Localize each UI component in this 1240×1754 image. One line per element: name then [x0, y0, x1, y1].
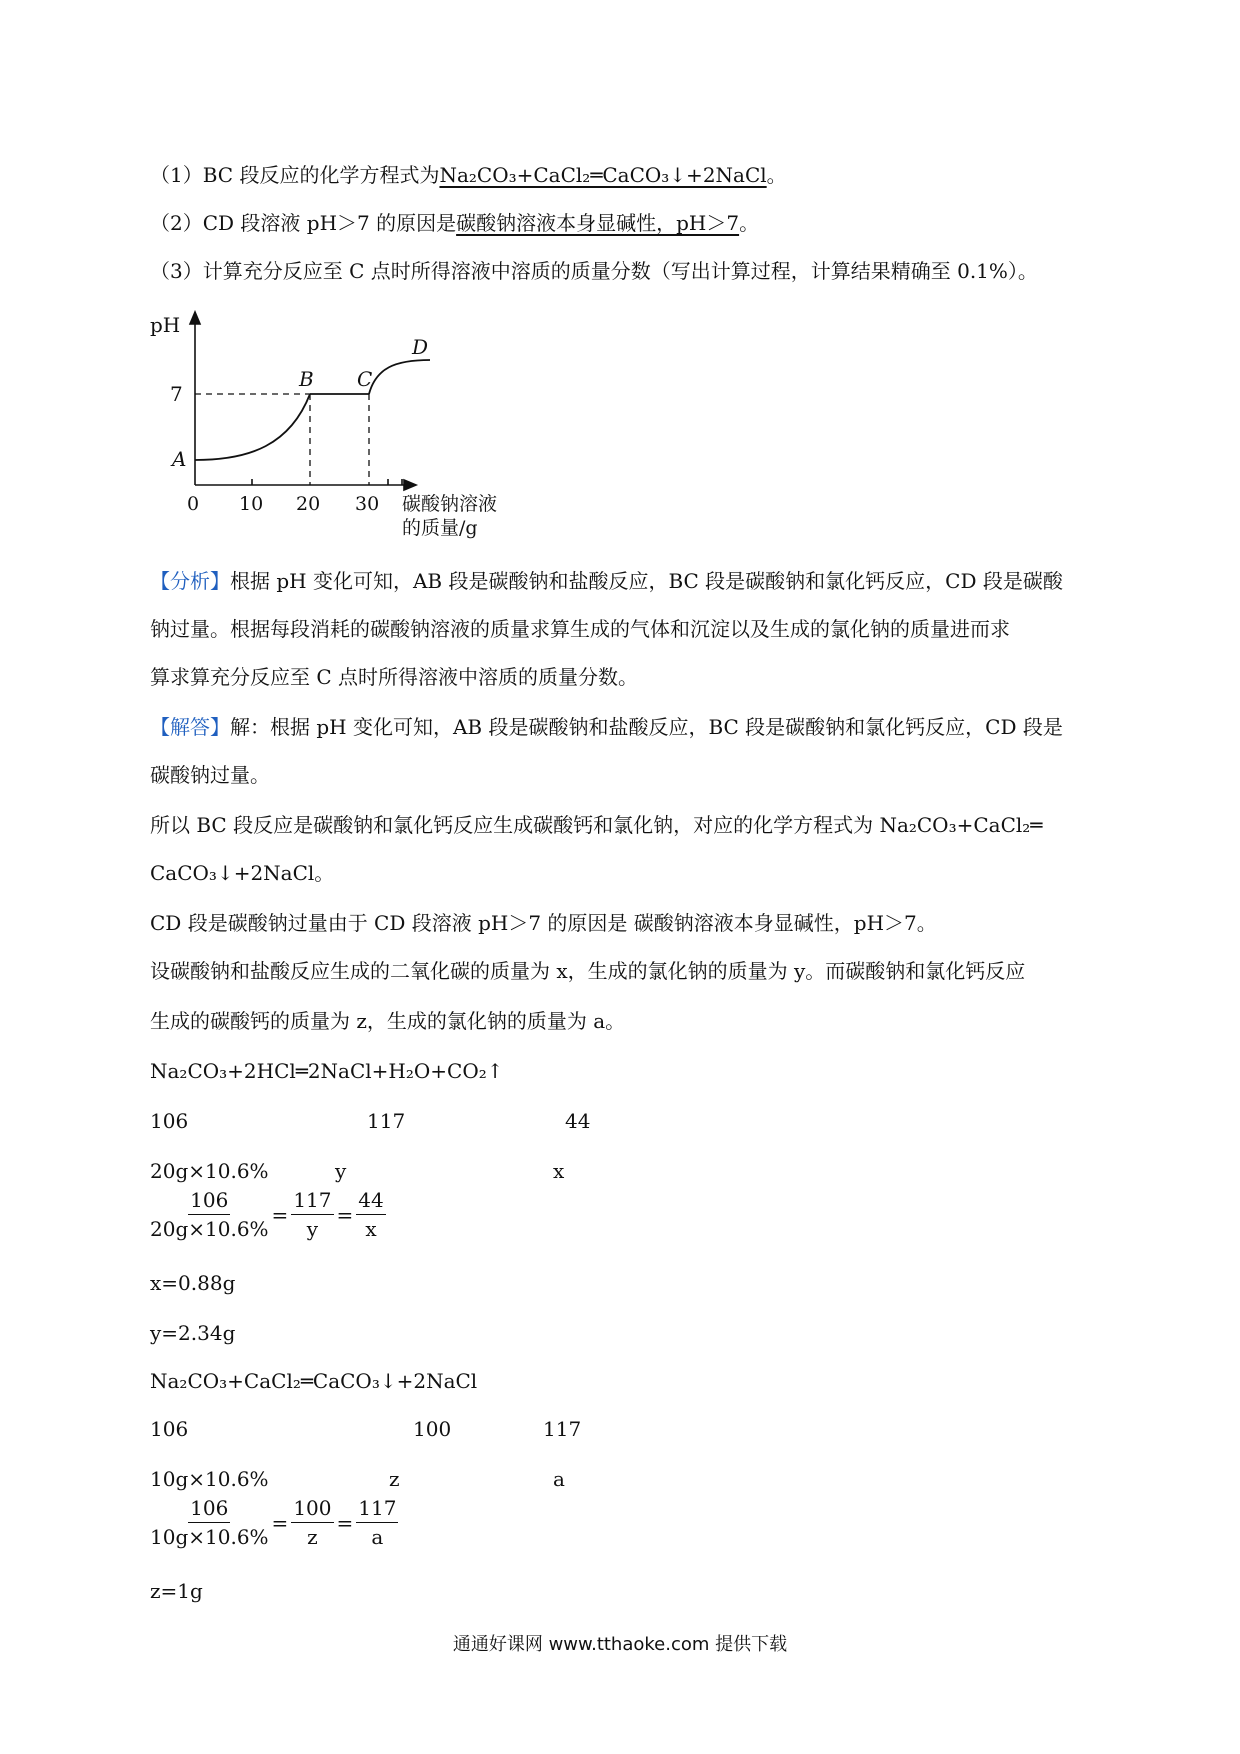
calc1-fraction-1-denominator: 20g×10.6% — [150, 1217, 269, 1241]
calc1-fraction-3-numerator: 44 — [356, 1188, 385, 1215]
calc2-result-z: z=1g — [150, 1579, 203, 1603]
point-b-label: B — [299, 367, 314, 391]
solution-line-6: 设碳酸钠和盐酸反应生成的二氧化碳的质量为 x，生成的氯化钠的质量为 y。而碳酸钠和氯化钙反应 — [150, 959, 1026, 983]
analysis-line-3: 算求算充分反应至 C 点时所得溶液中溶质的质量分数。 — [150, 665, 639, 689]
analysis-text-1: 根据 pH 变化可知，AB 段是碳酸钠和盐酸反应，BC 段是碳酸钠和氯化钙反应，CD 段是碳酸 — [230, 569, 1063, 593]
point-c-label: C — [357, 367, 373, 391]
analysis-line-1 — [150, 568, 1063, 594]
calc1-mass-nacl: 117 — [367, 1109, 406, 1133]
question-2-answer: 碳酸钠溶液本身显碱性，pH＞7 — [456, 211, 740, 235]
calc1-value-x: x — [553, 1159, 565, 1183]
calc2-mass-caco3: 100 — [413, 1417, 452, 1441]
calc1-fraction-3 — [356, 1188, 385, 1241]
calc1-fraction-1-numerator: 106 — [188, 1188, 230, 1215]
x-axis-arrow — [404, 480, 416, 490]
calc2-fraction-2-denominator: z — [307, 1525, 318, 1549]
calc1-equals-1: = — [271, 1202, 289, 1227]
calc1-mass-co2: 44 — [565, 1109, 591, 1133]
calc2-fraction-3-denominator: a — [371, 1525, 384, 1549]
calc1-proportion — [150, 1188, 386, 1241]
calc1-fraction-1 — [150, 1188, 269, 1241]
solution-line-3: 所以 BC 段反应是碳酸钠和氯化钙反应生成碳酸钙和氯化钠，对应的化学方程式为 Na₂CO₃+CaCl₂═ — [150, 813, 1043, 837]
cd-curve — [369, 360, 430, 394]
calc1-fraction-2-numerator: 117 — [291, 1188, 333, 1215]
question-2-prefix: （2）CD 段溶液 pH＞7 的原因是 — [150, 211, 457, 235]
calc2-fraction-1-numerator: 106 — [188, 1496, 230, 1523]
solution-text-1: 解：根据 pH 变化可知，AB 段是碳酸钠和盐酸反应，BC 段是碳酸钠和氯化钙反应，CD 段是 — [230, 715, 1063, 739]
calc2-fraction-1 — [150, 1496, 269, 1549]
x-tick-label-10: 10 — [239, 493, 264, 515]
calc1-value-y: y — [335, 1159, 347, 1183]
calc2-value-z: z — [389, 1467, 400, 1491]
calc1-equals-2: = — [336, 1202, 354, 1227]
calc1-fraction-3-denominator: x — [365, 1217, 377, 1241]
calc2-value-na2co3: 10g×10.6% — [150, 1467, 269, 1491]
calc2-fraction-1-denominator: 10g×10.6% — [150, 1525, 269, 1549]
point-d-label: D — [412, 335, 429, 359]
ph-curve-figure — [150, 310, 530, 540]
question-1-prefix: （1）BC 段反应的化学方程式为 — [150, 163, 440, 187]
solution-line-1 — [150, 714, 1063, 740]
calc2-equals-2: = — [336, 1510, 354, 1535]
solution-line-4: CaCO₃↓+2NaCl。 — [150, 861, 335, 885]
question-3: （3）计算充分反应至 C 点时所得溶液中溶质的质量分数（写出计算过程，计算结果精确至 0.1%）。 — [150, 259, 1038, 283]
x-tick-label-20: 20 — [296, 493, 321, 515]
question-1 — [150, 162, 787, 188]
calc2-fraction-2 — [291, 1496, 333, 1549]
solution-line-2: 碳酸钠过量。 — [150, 763, 270, 787]
calc2-fraction-3-numerator: 117 — [356, 1496, 398, 1523]
calc1-value-na2co3: 20g×10.6% — [150, 1159, 269, 1183]
calc2-equals-1: = — [271, 1510, 289, 1535]
calc2-mass-nacl: 117 — [543, 1417, 582, 1441]
calc1-equation: Na₂CO₃+2HCl═2NaCl+H₂O+CO₂↑ — [150, 1059, 504, 1083]
calc1-result-y: y=2.34g — [150, 1321, 236, 1345]
y-axis-arrow — [190, 312, 200, 324]
calc2-value-a: a — [553, 1467, 565, 1491]
analysis-line-2: 钠过量。根据每段消耗的碳酸钠溶液的质量求算生成的气体和沉淀以及生成的氯化钠的质量进而求 — [150, 617, 1010, 641]
calc1-fraction-2-denominator: y — [306, 1217, 319, 1241]
calc2-fraction-2-numerator: 100 — [291, 1496, 333, 1523]
x-axis-label-line1: 碳酸钠溶液 — [402, 493, 498, 515]
question-2 — [150, 210, 759, 236]
solution-tag: 【解答】 — [150, 715, 230, 739]
solution-line-7: 生成的碳酸钙的质量为 z，生成的氯化钠的质量为 a。 — [150, 1009, 626, 1033]
question-1-answer: Na₂CO₃+CaCl₂═CaCO₃↓+2NaCl — [439, 163, 767, 187]
calc2-mass-na2co3: 106 — [150, 1417, 189, 1441]
x-tick-label-0: 0 — [187, 493, 200, 515]
question-2-suffix: 。 — [739, 211, 760, 235]
page-footer: 通通好课网 www.tthaoke.com 提供下载 — [452, 1634, 788, 1655]
x-tick-label-30: 30 — [355, 493, 380, 515]
calc1-fraction-2 — [291, 1188, 333, 1241]
calc1-result-x: x=0.88g — [150, 1271, 236, 1295]
y-tick-7: 7 — [170, 382, 183, 406]
calc1-mass-na2co3: 106 — [150, 1109, 189, 1133]
x-axis-label-line2: 的质量/g — [402, 517, 478, 539]
calc2-proportion — [150, 1496, 398, 1549]
question-1-suffix: 。 — [766, 163, 787, 187]
ab-curve — [195, 394, 310, 460]
point-a-label: A — [172, 447, 187, 471]
analysis-tag: 【分析】 — [150, 569, 230, 593]
solution-line-5: CD 段是碳酸钠过量由于 CD 段溶液 pH＞7 的原因是 碳酸钠溶液本身显碱性，pH＞7。 — [150, 911, 937, 935]
calc2-fraction-3 — [356, 1496, 398, 1549]
calc2-equation: Na₂CO₃+CaCl₂═CaCO₃↓+2NaCl — [150, 1369, 478, 1393]
y-axis-label: pH — [150, 313, 181, 337]
